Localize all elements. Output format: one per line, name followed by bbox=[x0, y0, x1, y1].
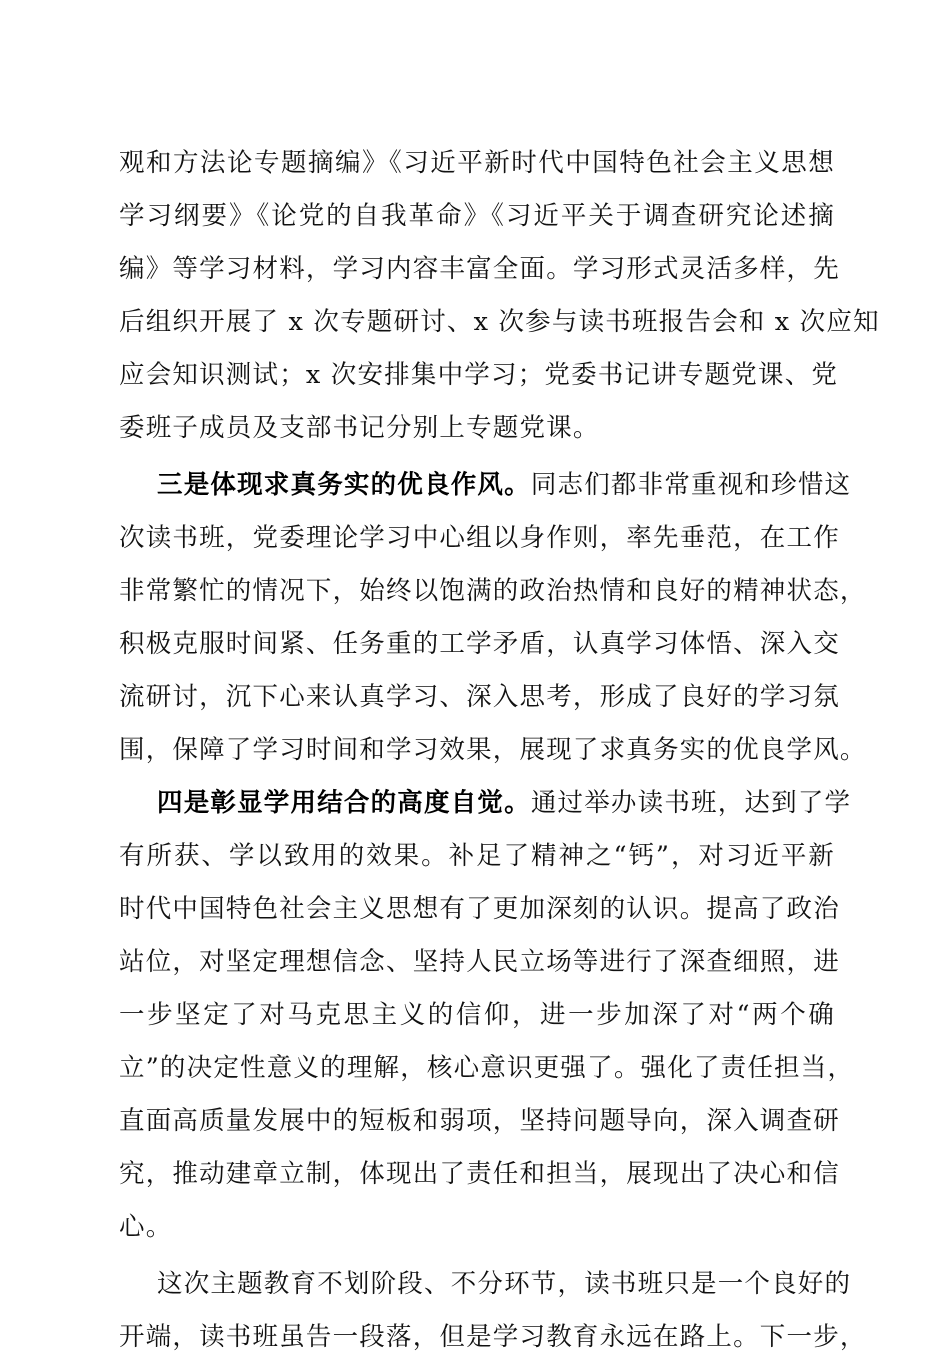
paragraph-heading: 三是体现求真务实的优良作风。 bbox=[157, 470, 531, 500]
text-line: 次读书班，党委理论学习中心组以身作则，率先垂范，在工作 bbox=[119, 523, 840, 553]
document-body bbox=[119, 137, 880, 1364]
text-run: 同志们都非常重视和珍惜这 bbox=[530, 470, 852, 500]
paragraph-study-materials bbox=[119, 137, 880, 455]
text-line: 这次主题教育不划阶段、不分环节，读书班只是一个良好的 bbox=[157, 1269, 852, 1299]
text-line: 直面高质量发展中的短板和弱项，坚持问题导向，深入调查研 bbox=[119, 1106, 840, 1136]
text-line: 学习纲要》《论党的自我革命》《习近平关于调查研究论述摘 bbox=[119, 201, 835, 231]
paragraph-next-steps bbox=[119, 1258, 867, 1364]
text-line: 开端，读书班虽告一段落，但是学习教育永远在路上。下一步， bbox=[119, 1322, 867, 1352]
paragraph-heading: 四是彰显学用结合的高度自觉。 bbox=[157, 788, 531, 818]
text-line bbox=[119, 459, 852, 512]
text-line: 积极克服时间紧、任务重的工学矛盾，认真学习体悟、深入交 bbox=[119, 629, 840, 659]
text-line: 观和方法论专题摘编》《习近平新时代中国特色社会主义思想 bbox=[119, 148, 835, 178]
text-line: 围，保障了学习时间和学习效果，展现了求真务实的优良学风。 bbox=[119, 735, 867, 765]
paragraph-learning-application bbox=[119, 777, 855, 1254]
text-line: 心。 bbox=[119, 1212, 173, 1242]
text-line: 一步坚定了对马克思主义的信仰，进一步加深了对“两个确 bbox=[119, 1000, 835, 1030]
text-line: 时代中国特色社会主义思想有了更加深刻的认识。提高了政治 bbox=[119, 894, 840, 924]
text-line: 流研讨，沉下心来认真学习、深入思考，形成了良好的学习氛 bbox=[119, 682, 840, 712]
text-line: 后组织开展了 x 次专题研讨、x 次参与读书班报告会和 x 次应知 bbox=[119, 307, 880, 337]
text-line bbox=[119, 777, 852, 830]
paragraph-work-style bbox=[119, 459, 867, 777]
text-line: 委班子成员及支部书记分别上专题党课。 bbox=[119, 413, 600, 443]
text-line: 编》等学习材料，学习内容丰富全面。学习形式灵活多样，先 bbox=[119, 254, 840, 284]
text-line: 有所获、学以致用的效果。补足了精神之“钙”，对习近平新 bbox=[119, 841, 835, 871]
text-line: 应会知识测试；x 次安排集中学习；党委书记讲专题党课、党 bbox=[119, 360, 839, 390]
text-line: 立”的决定性意义的理解，核心意识更强了。强化了责任担当， bbox=[119, 1053, 855, 1083]
text-line: 站位，对坚定理想信念、坚持人民立场等进行了深查细照，进 bbox=[119, 947, 840, 977]
text-run: 通过举办读书班，达到了学 bbox=[530, 788, 852, 818]
text-line: 非常繁忙的情况下，始终以饱满的政治热情和良好的精神状态， bbox=[119, 576, 867, 606]
text-line: 究，推动建章立制，体现出了责任和担当，展现出了决心和信 bbox=[119, 1159, 840, 1189]
